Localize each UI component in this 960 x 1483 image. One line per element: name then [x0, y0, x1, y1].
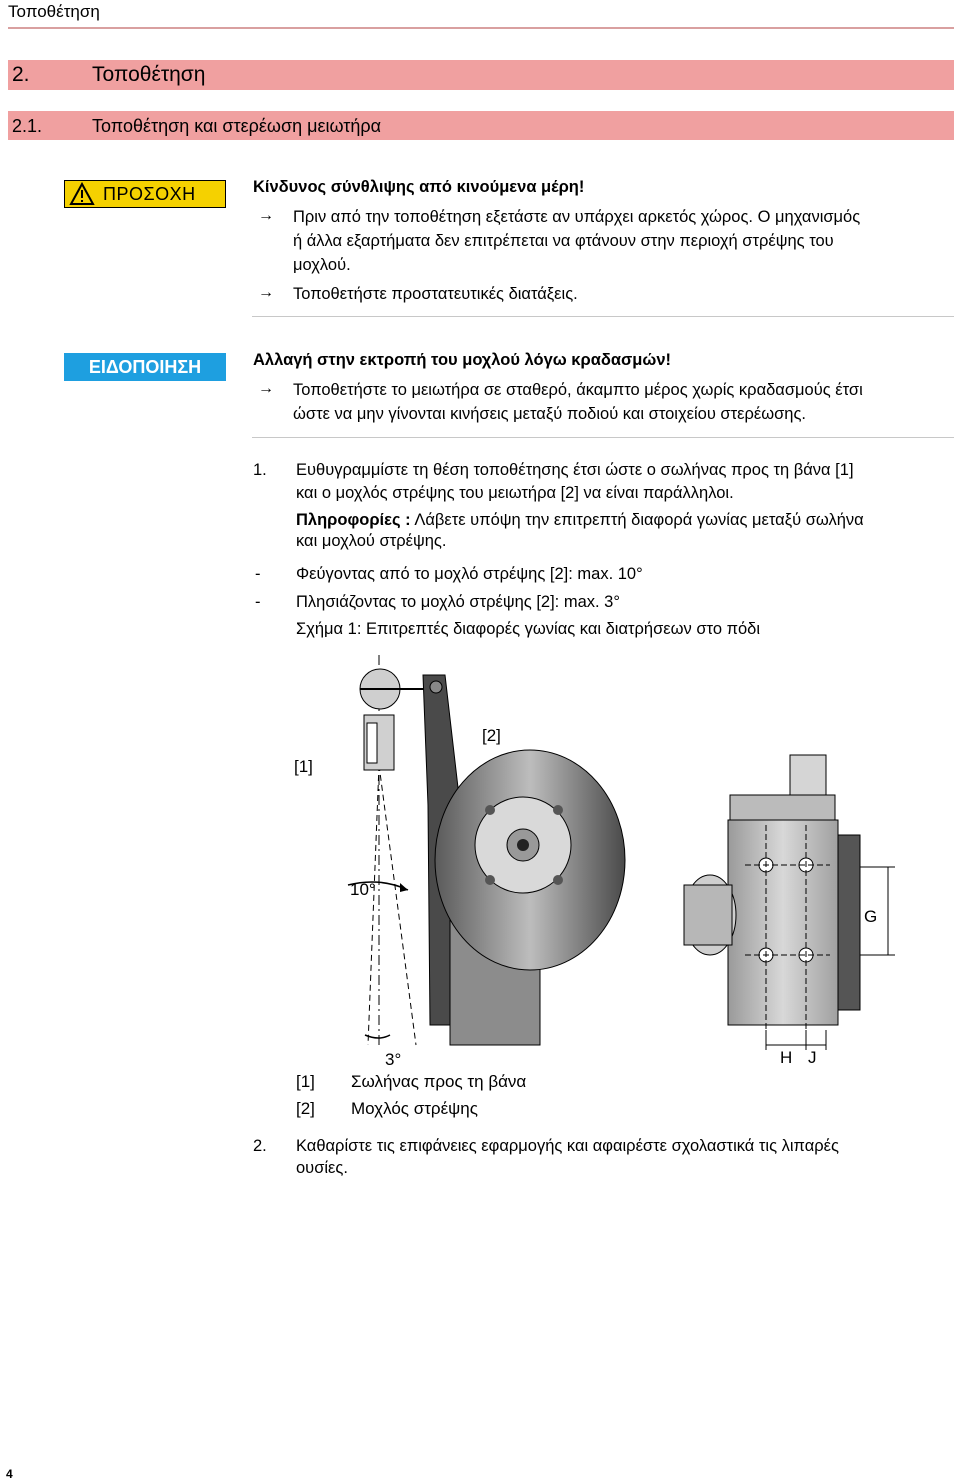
- gearbox-mounting-figure: [240, 645, 940, 1075]
- label-dim-j: J: [808, 1048, 817, 1067]
- notice-badge: ΕΙΔΟΠΟΙΗΣΗ: [64, 353, 226, 381]
- caution-heading: Κίνδυνος σύνθλιψης από κινούμενα μέρη!: [253, 178, 585, 196]
- legend-text-2: Μοχλός στρέψης: [351, 1099, 478, 1118]
- info-text: Λάβετε υπόψη την επιτρεπτή διαφορά γωνίας μεταξύ σωλήνα: [414, 511, 864, 529]
- step-2-line-2: ουσίες.: [296, 1159, 348, 1177]
- label-pipe: [1]: [294, 757, 313, 776]
- top-flange: [730, 795, 835, 820]
- caution-badge: [64, 180, 226, 208]
- pipe-thread: [367, 723, 377, 763]
- label-lever: [2]: [482, 726, 501, 745]
- dash-marker: -: [255, 593, 261, 611]
- step-1-number: 1.: [253, 461, 267, 479]
- motor-flange: [838, 835, 860, 1010]
- legend-key-2: [2]: [296, 1099, 315, 1118]
- dash-item-1: Φεύγοντας από το μοχλό στρέψης [2]: max. 10°: [296, 565, 643, 583]
- notice-item-1-line-1: Τοποθετήστε το μειωτήρα σε σταθερό, άκαμπτο μέρος χωρίς κραδασμούς έτσι: [293, 381, 863, 399]
- caution-item-1-line-2: ή άλλα εξαρτήματα δεν επιτρέπεται να φτάνουν στην περιοχή στρέψης του: [293, 232, 834, 250]
- label-dim-h: H: [780, 1048, 793, 1067]
- lever-bolt: [430, 681, 442, 693]
- caution-label: ΠΡΟΣΟΧΗ: [103, 183, 196, 204]
- chapter-number: 2.: [12, 63, 30, 86]
- label-angle-10: 10°: [350, 880, 376, 899]
- step-2-number: 2.: [253, 1137, 267, 1155]
- arrow-icon: →: [258, 284, 274, 301]
- gearbox-body: [728, 820, 838, 1025]
- angle-10-line: [379, 765, 416, 1045]
- header-rule: [8, 27, 954, 29]
- label-dim-g: G: [864, 907, 878, 926]
- arrow-icon: →: [258, 380, 274, 397]
- chapter-title: Τοποθέτηση: [92, 63, 206, 86]
- step-2-line-1: Καθαρίστε τις επιφάνειες εφαρμογής και αφαιρέστε σχολαστικά τις λιπαρές: [296, 1137, 839, 1155]
- info-line-2: και μοχλού στρέψης.: [296, 532, 447, 550]
- arrow-icon: →: [258, 207, 274, 224]
- step-1-line-1: Ευθυγραμμίστε τη θέση τοποθέτησης έτσι ώστε ο σωλήνας προς τη βάνα [1]: [296, 461, 854, 479]
- legend-text-1: Σωλήνας προς τη βάνα: [351, 1072, 527, 1091]
- notice-heading: Αλλαγή στην εκτροπή του μοχλού λόγω κραδασμών!: [253, 351, 671, 369]
- shaft-center: [517, 839, 529, 851]
- caution-item-1-line-1: Πριν από την τοποθέτηση εξετάστε αν υπάρχει αρκετός χώρος. Ο μηχανισμός: [293, 208, 861, 226]
- page-number: 4: [6, 1467, 13, 1481]
- running-header: Τοποθέτηση: [8, 2, 100, 21]
- caution-item-1-line-3: μοχλού.: [293, 256, 351, 274]
- info-label: Πληροφορίες :: [296, 511, 411, 529]
- section-title: Τοποθέτηση και στερέωση μειωτήρα: [92, 116, 382, 136]
- legend-key-1: [1]: [296, 1072, 315, 1091]
- section-number: 2.1.: [12, 116, 43, 136]
- arc-arrowhead: [400, 883, 408, 892]
- input-shaft-housing: [684, 885, 732, 945]
- dash-marker: -: [255, 565, 261, 583]
- label-angle-3: 3°: [385, 1050, 402, 1069]
- warning-triangle-icon: [69, 182, 95, 206]
- angle-3-line: [368, 765, 379, 1045]
- divider: [252, 316, 954, 317]
- notice-item-1-line-2: ώστε να μην γίνονται κινήσεις μεταξύ ποδιού και στοιχείου στερέωσης.: [293, 405, 806, 423]
- caution-item-2: Τοποθετήστε προστατευτικές διατάξεις.: [293, 285, 578, 303]
- dash-item-2: Πλησιάζοντας το μοχλό στρέψης [2]: max. 3°: [296, 593, 620, 611]
- figure-caption: Σχήμα 1: Επιτρεπτές διαφορές γωνίας και διατρήσεων στο πόδι: [296, 620, 760, 638]
- divider: [252, 437, 954, 438]
- step-1-line-2: και ο μοχλός στρέψης του μειωτήρα [2] να είναι παράλληλοι.: [296, 484, 734, 502]
